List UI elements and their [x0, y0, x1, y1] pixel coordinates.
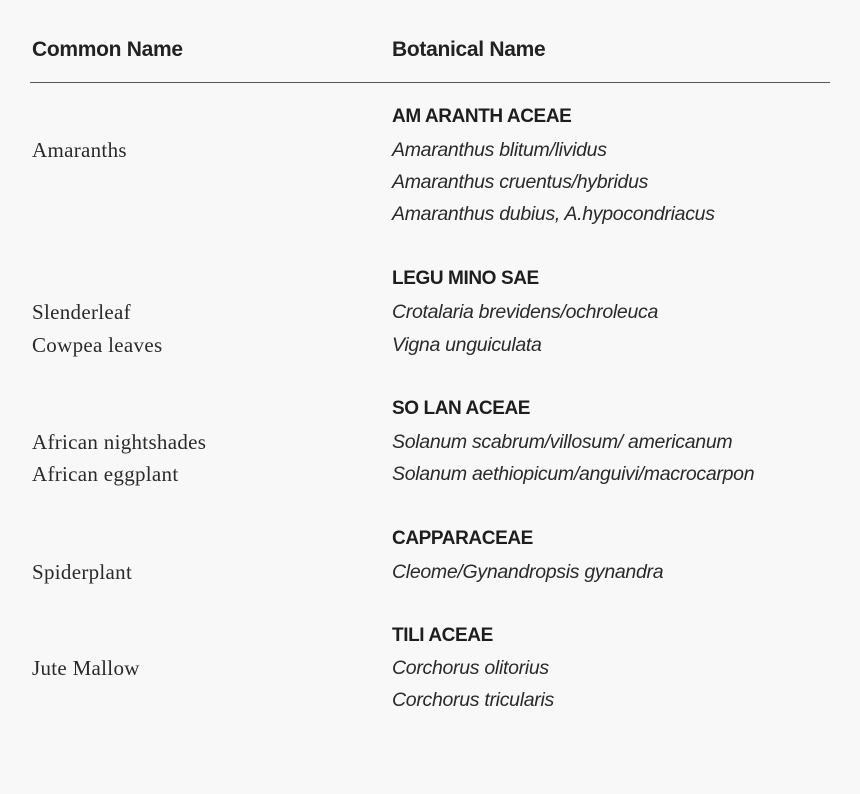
header-botanical-name: Botanical Name	[392, 38, 546, 61]
species-name: Crotalaria brevidens/ochroleuca	[392, 301, 659, 323]
common-name: Slenderleaf	[32, 300, 131, 324]
common-name: Cowpea leaves	[32, 333, 163, 357]
common-name: African eggplant	[32, 462, 179, 486]
species-name: Corchorus tricularis	[392, 689, 554, 711]
species-name: Cleome/Gynandropsis gynandra	[392, 561, 664, 583]
species-name: Amaranthus dubius, A.hypocondriacus	[392, 203, 715, 225]
common-name: Jute Mallow	[32, 656, 140, 680]
family-label: SO LAN ACEAE	[392, 398, 531, 419]
species-name: Amaranthus blitum/lividus	[392, 139, 607, 161]
species-name: Solanum aethiopicum/anguivi/macrocarpon	[392, 463, 755, 485]
common-name: Amaranths	[32, 138, 127, 162]
family-label: AM ARANTH ACEAE	[392, 106, 572, 127]
common-name: African nightshades	[32, 430, 207, 454]
header-common-name: Common Name	[32, 38, 183, 61]
family-label: TILI ACEAE	[392, 625, 493, 646]
family-label: LEGU MINO SAE	[392, 268, 539, 289]
species-name: Corchorus olitorius	[392, 657, 549, 679]
species-name: Amaranthus cruentus/hybridus	[392, 171, 649, 193]
header-divider	[30, 82, 830, 83]
family-label: CAPPARACEAE	[392, 528, 533, 549]
species-name: Solanum scabrum/villosum/ americanum	[392, 431, 733, 453]
species-name: Vigna unguiculata	[392, 334, 542, 356]
common-name: Spiderplant	[32, 560, 133, 584]
